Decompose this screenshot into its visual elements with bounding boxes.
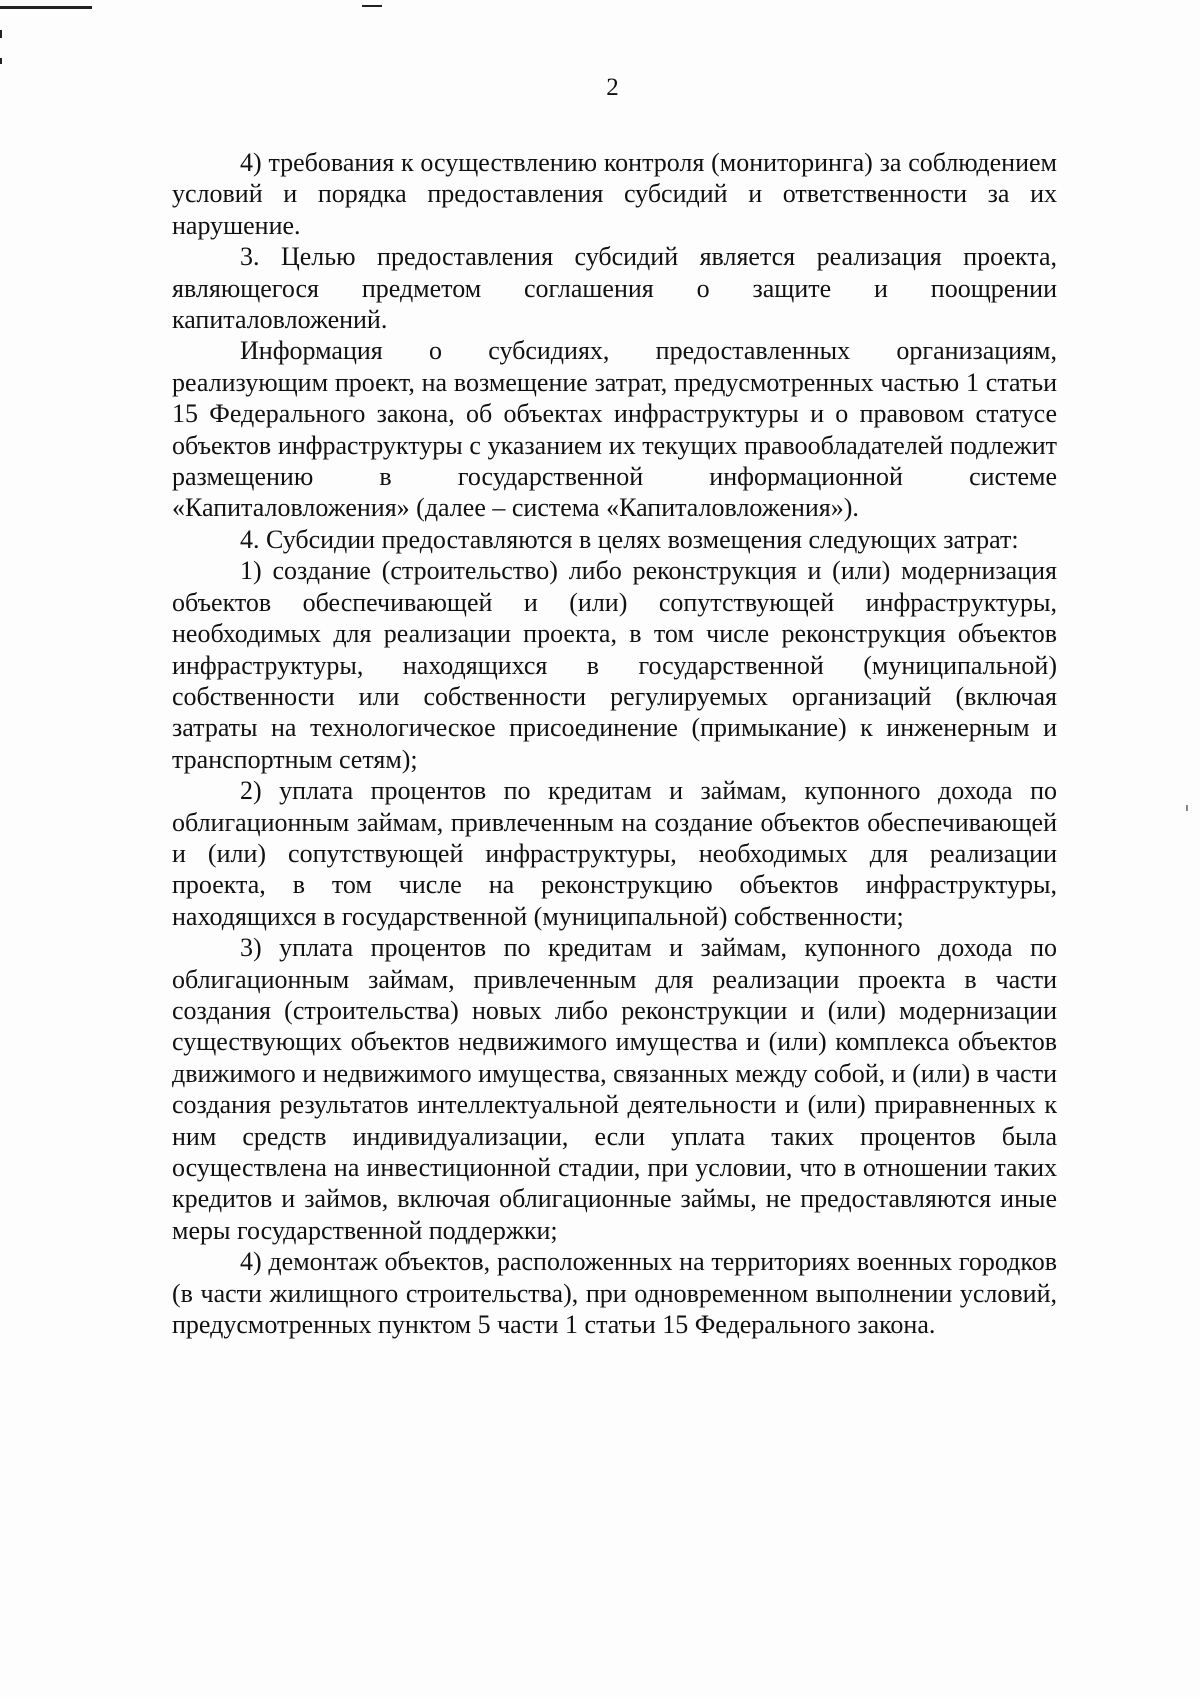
paragraph-item-4-control-requirements: 4) требования к осуществлению контроля (мониторинга) за соблюдением условий и порядка предоставления субсидий и ответственности за их нарушение. [172,148,1057,240]
scan-artifact-line [362,5,382,7]
paragraph-cost-item-2: 2) уплата процентов по кредитам и займам, купонного дохода по облигационным займам, привлеченным на создание объектов обеспечивающей и (или) сопутствующей инфраструктуры, необходимых для реализации проекта, в том числе на реконструкцию объектов инфраструктуры, находящихся в государственной (муниципальной) собственности; [172,776,1057,931]
scan-artifact-mark [0,58,2,64]
scan-artifact-mark [1186,805,1188,811]
paragraph-cost-item-1: 1) создание (строительство) либо реконструкция и (или) модернизация объектов обеспечивающей и (или) сопутствующей инфраструктуры, необходимых для реализации проекта, в том числе реконструкция объектов инфраструктуры, находящихся в государственной (муниципальной) собственности или собственности регулируемых организаций (включая затраты на технологическое присоединение (примыкание) к инженерным и транспортным сетям); [172,556,1057,774]
scan-artifact-mark [0,30,2,38]
paragraph-subsidy-information: Информация о субсидиях, предоставленных организациям, реализующим проект, на возмещение затрат, предусмотренных частью 1 статьи 15 Федерального закона, об объектах инфраструктуры и о правовом статусе объектов инфраструктуры с указанием их текущих правообладателей подлежит размещению в государственной информационной системе «Капиталовложения» (далее – система «Капиталовложения»). [172,336,1057,523]
paragraph-section-4-costs: 4. Субсидии предоставляются в целях возмещения следующих затрат: [240,524,1019,554]
paragraph-cost-item-3: 3) уплата процентов по кредитам и займам, купонного дохода по облигационным займам, привлеченным для реализации проекта в части создания (строительства) новых либо реконструкции и (или) модернизации существующих объектов недвижимого имущества и (или) комплекса объектов движимого и недвижимого имущества, связанных между собой, и (или) в части создания результатов интеллектуальной деятельности и (или) приравненных к ним средств индивидуализации, если уплата таких процентов была осуществлена на инвестиционной стадии, при условии, что в отношении таких кредитов и займов, включая облигационные займы, не предоставляются иные меры государственной поддержки; [172,933,1057,1245]
paragraph-cost-item-4: 4) демонтаж объектов, расположенных на территориях военных городков (в части жилищного строительства), при одновременном выполнении условий, предусмотренных пунктом 5 части 1 статьи 15 Федерального закона. [172,1247,1057,1340]
page-number: 2 [606,74,619,101]
scan-artifact-line [0,6,92,9]
document-body [172,147,1057,1340]
paragraph-section-3-purpose: 3. Целью предоставления субсидий является реализация проекта, являющегося предметом соглашения о защите и поощрении капиталовложений. [172,242,1057,335]
